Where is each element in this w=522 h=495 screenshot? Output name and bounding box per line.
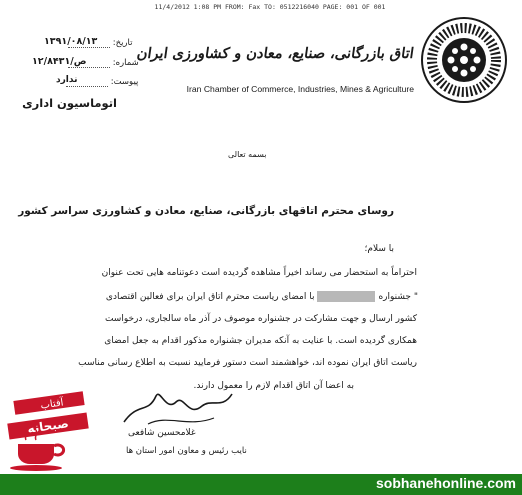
department-label: اتوماسیون اداری: [22, 96, 117, 110]
body-line-2: [106, 291, 418, 302]
body-line-4: همکاری گردیده است. با عنایت به آنکه مدیران جشنواره مذکور اقدام به جعل امضای: [104, 336, 417, 346]
body-line-1: احتراماً به استحضار می رساند اخیراً مشاهده گردیده است دعوتنامه هایی تحت عنوان: [101, 268, 417, 278]
fax-header: 11/4/2012 1:08 PM FROM: Fax TO: 0512216040 PAGE: 001 OF 001: [154, 3, 386, 11]
number-row: شماره:: [68, 58, 139, 68]
attachment-dots: [66, 86, 108, 87]
date-value: ۱۳۹۱/۰۸/۱۳: [44, 36, 98, 47]
date-row: تاریخ:: [68, 38, 133, 48]
number-label: شماره: [115, 58, 139, 68]
body-line-3: کشور ارسال و جهت مشارکت در جشنواره موصوف در آذر ماه سالجاری، درخواست: [104, 314, 417, 324]
letterhead-title-fa: اتاق بازرگانی، صنایع، معادن و کشاورزی ایران: [136, 45, 416, 62]
body-line-5: ریاست اتاق ایران نموده اند، خواهشمند است دستور فرمایید نسبت به اطلاع رسانی مناسب: [78, 358, 417, 368]
redacted-block: [317, 291, 375, 302]
body-line-2-start: " جشنواره: [378, 292, 418, 302]
attachment-value: ندارد: [56, 75, 78, 85]
attachment-label: پیوست: [113, 77, 139, 87]
watermark-stamp: [0, 388, 102, 474]
footer-site: sobhanehonline.com: [375, 475, 516, 491]
number-value: ۱۲/۸۴۳۱/ص: [32, 56, 87, 67]
date-label: تاریخ: [115, 38, 133, 48]
signatory-name: غلامحسین شافعی: [128, 428, 196, 438]
date-dots: [68, 47, 110, 48]
greeting: با سلام؛: [364, 244, 394, 254]
letterhead-title-en: Iran Chamber of Commerce, Industries, Mines & Agriculture: [186, 84, 414, 94]
number-dots: [68, 67, 110, 68]
stamp-text-top: آفتاب: [39, 397, 65, 412]
stamp-text-bottom: صبحانه: [26, 416, 70, 436]
basmala: بسمه تعالی: [228, 150, 267, 159]
signatory-title: نایب رئیس و معاون امور استان ها: [126, 446, 247, 456]
body-line-2-end: با امضای ریاست محترم اتاق ایران برای فعالین اقتصادی: [105, 292, 315, 302]
chamber-emblem-icon: [420, 16, 508, 104]
body-line-6: به اعضا آن اتاق اقدام لازم را معمول دارند.: [193, 381, 354, 391]
handwritten-signature: [118, 384, 238, 432]
recipient-heading: روسای محترم اتاقهای بازرگانی، صنایع، معادن و کشاورزی سراسر کشور: [18, 205, 394, 217]
attachment-row: پیوست:: [66, 77, 138, 87]
